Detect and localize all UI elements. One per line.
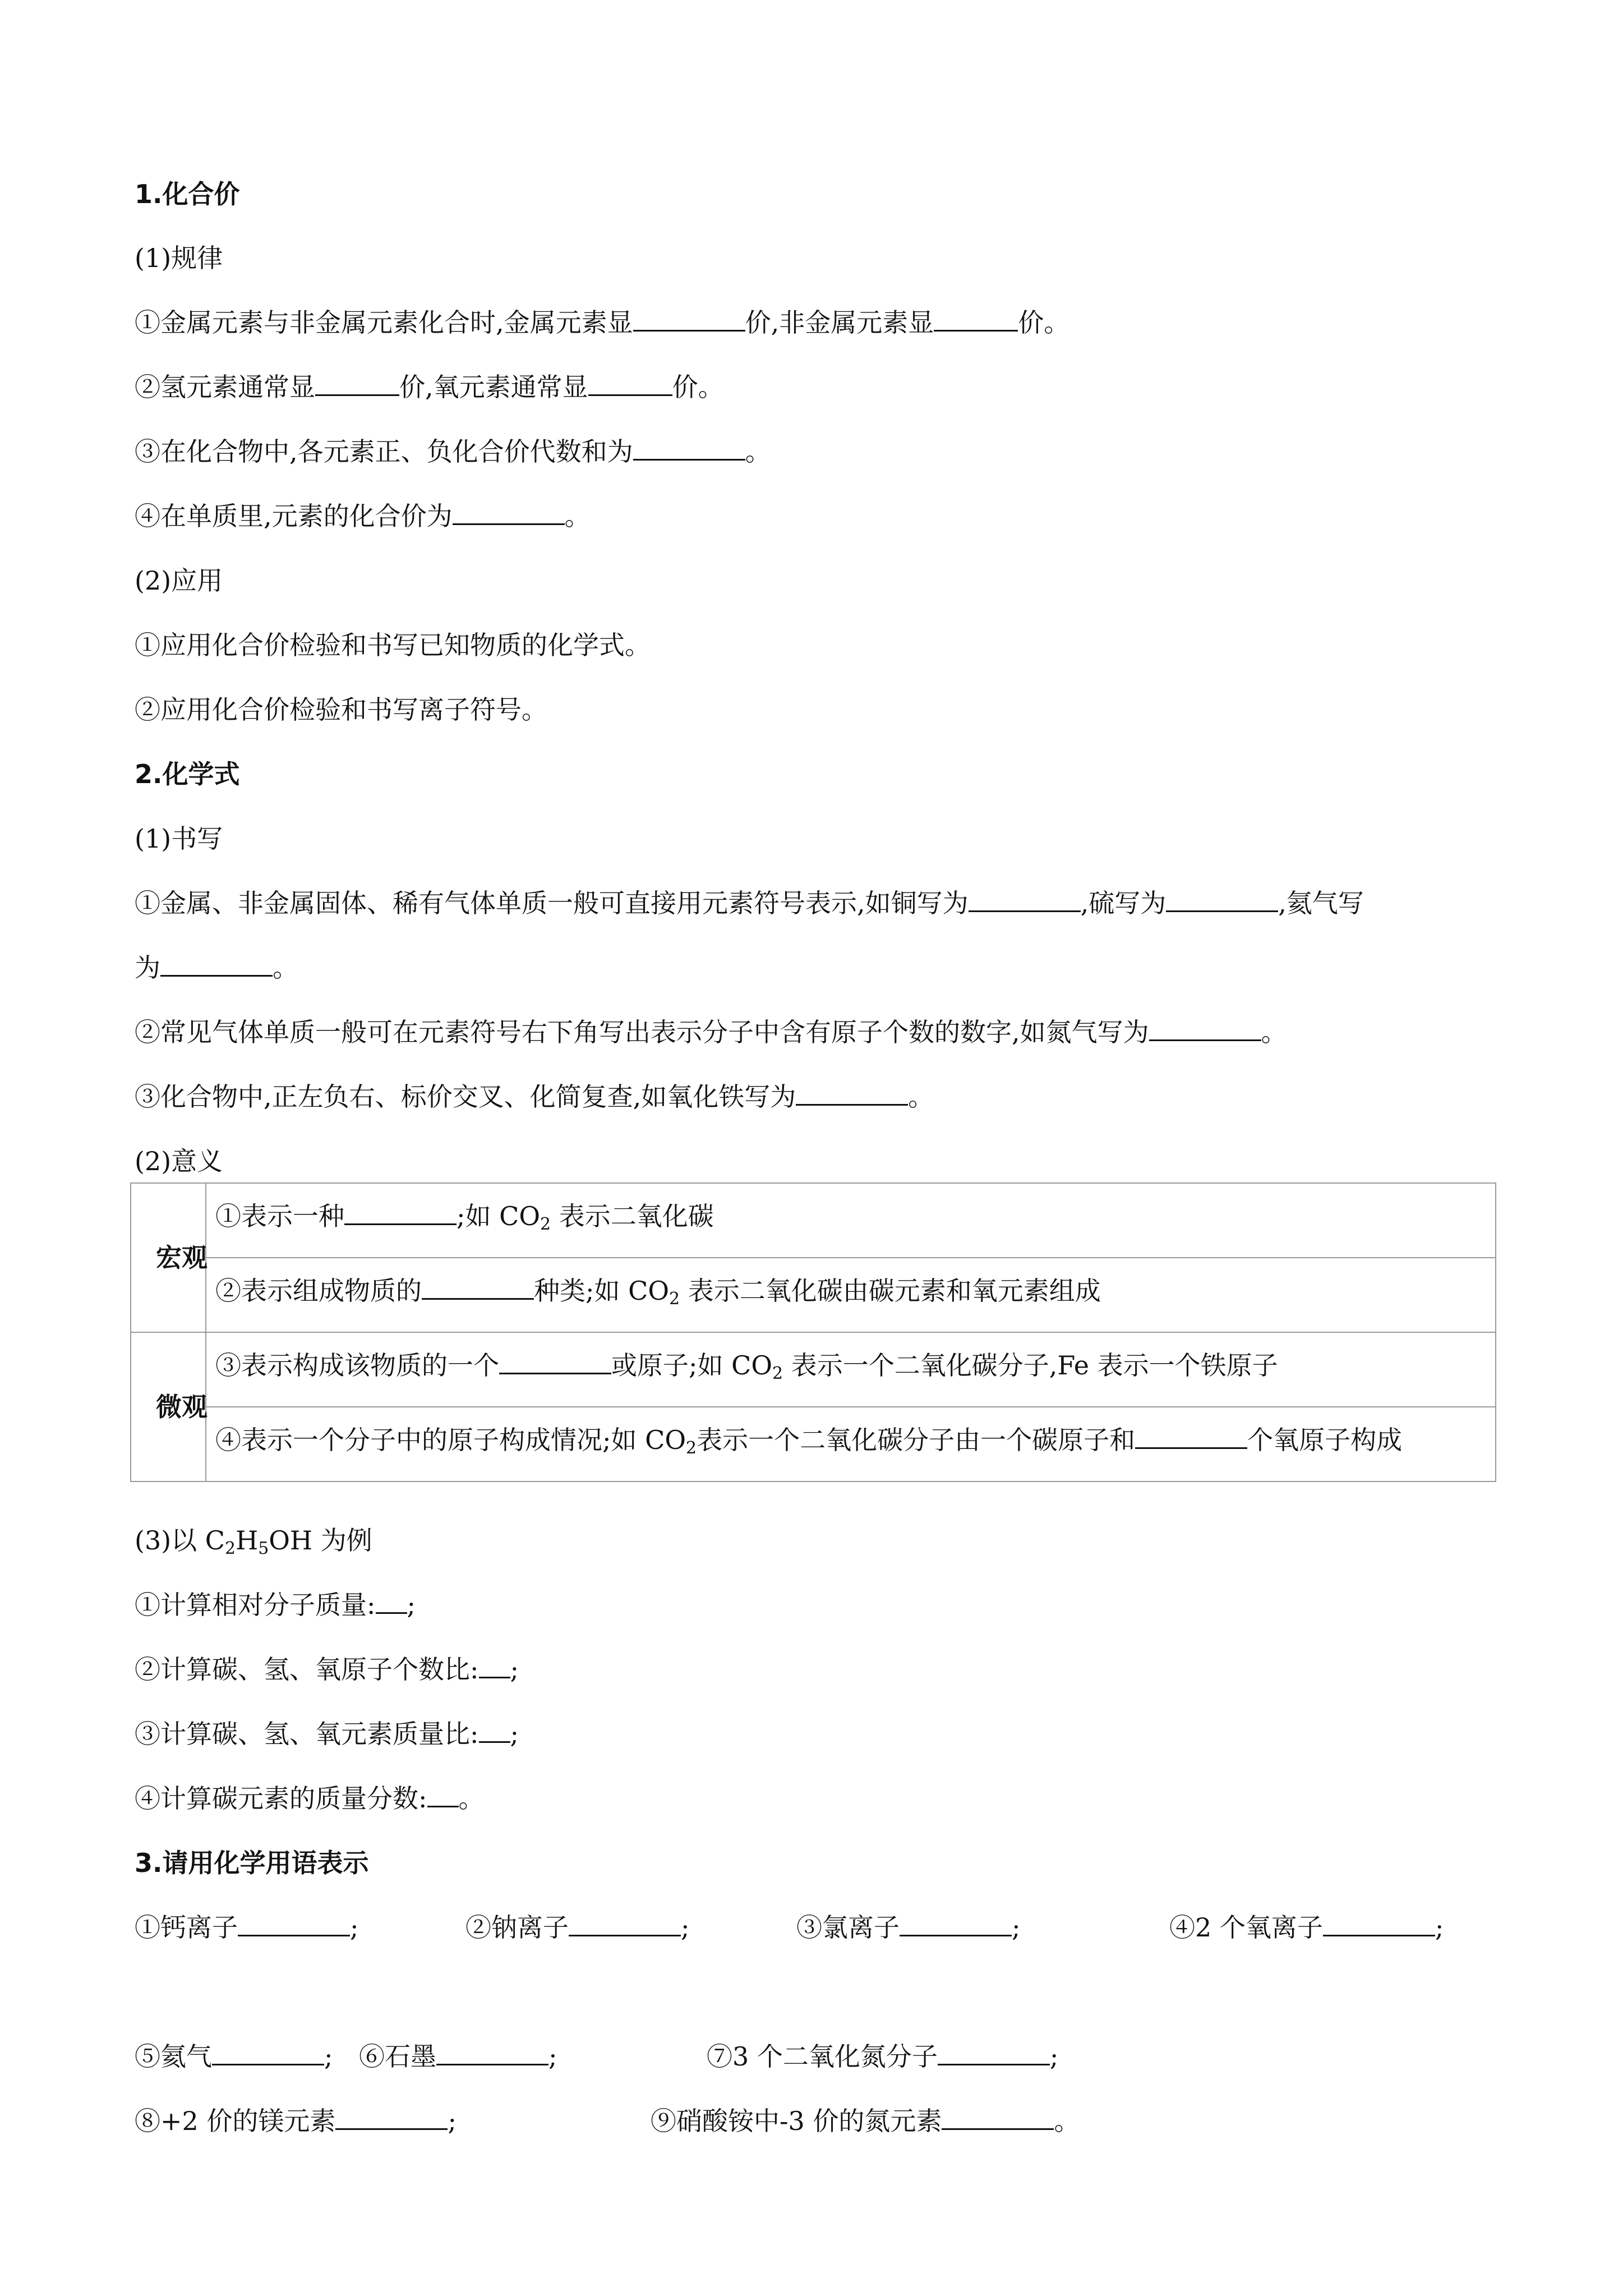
micro-label: 微观 [131, 1332, 206, 1481]
application-1: ①应用化合价检验和书写已知物质的化学式。 [135, 630, 651, 660]
item-9: ⑨硝酸铵中-3 价的氮元素 。 [651, 2106, 1080, 2136]
answer-blank[interactable] [588, 372, 672, 396]
answer-blank[interactable] [900, 1912, 1012, 1936]
table-row [131, 1407, 1496, 1481]
writing-3: ③化合物中,正左负右、标价交叉、化简复查,如氧化铁写为 。 [135, 1082, 934, 1112]
writing-1-cont: 为 。 [135, 953, 298, 983]
calc-1: ①计算相对分子质量: ; [135, 1590, 416, 1620]
answer-blank[interactable] [1135, 1425, 1247, 1449]
answer-blank[interactable] [436, 2041, 548, 2065]
table-row [131, 1258, 1496, 1332]
application-2: ②应用化合价检验和书写离子符号。 [135, 694, 547, 725]
answer-blank[interactable] [633, 307, 745, 332]
answer-blank[interactable] [238, 1912, 350, 1936]
section-2-title: 2.化学式 [135, 759, 240, 789]
item-2: ②钠离子 ; [465, 1912, 690, 1943]
item-8: ⑧+2 价的镁元素 ; [135, 2106, 457, 2136]
answer-blank[interactable] [499, 1350, 611, 1374]
answer-blank[interactable] [453, 501, 565, 525]
section-2-sub-writing: (1)书写 [135, 823, 223, 854]
section-1-title: 1.化合价 [135, 179, 240, 209]
section-1-sub-rules: (1)规律 [135, 243, 223, 273]
micro-cell-1: ③表示构成该物质的一个 或原子;如 $CO_2$ 表示一个二氧化碳分子,Fe 表示一个铁原子 [206, 1332, 1496, 1407]
table-row [131, 1183, 1496, 1258]
answer-blank[interactable] [633, 436, 745, 461]
answer-blank[interactable] [938, 2041, 1050, 2065]
macro-cell-1: ①表示一种 ;如 $CO_2$ 表示二氧化碳 [206, 1183, 1496, 1258]
item-4: ④2 个氧离子 ; [1169, 1912, 1444, 1943]
answer-blank[interactable] [160, 953, 273, 977]
answer-blank[interactable] [796, 1082, 908, 1106]
item-5: ⑤氦气 ; [135, 2041, 333, 2072]
answer-blank[interactable] [376, 1590, 407, 1614]
calc-3: ③计算碳、氢、氧元素质量比: ; [135, 1719, 519, 1749]
rule-2: ②氢元素通常显 价,氧元素通常显 价。 [135, 372, 724, 402]
section-3-title: 3.请用化学用语表示 [135, 1848, 369, 1878]
writing-1: ①金属、非金属固体、稀有气体单质一般可直接用元素符号表示,如铜写为 ,硫写为 ,氦气写 [135, 888, 1364, 918]
answer-blank[interactable] [427, 1783, 459, 1807]
meaning-table [130, 1182, 1496, 1482]
calc-4: ④计算碳元素的质量分数: 。 [135, 1783, 485, 1814]
answer-blank[interactable] [422, 1276, 534, 1300]
writing-2: ②常见气体单质一般可在元素符号右下角写出表示分子中含有原子个数的数字,如氮气写为 。 [135, 1017, 1287, 1047]
macro-label: 宏观 [131, 1183, 206, 1332]
answer-blank[interactable] [479, 1719, 510, 1743]
answer-blank[interactable] [344, 1201, 457, 1225]
item-1: ①钙离子 ; [135, 1912, 359, 1943]
section-2-sub-example: (3)以 $C_2H_5OH$ 为例 [135, 1525, 372, 1558]
answer-blank[interactable] [479, 1654, 510, 1678]
rule-1: ①金属元素与非金属元素化合时,金属元素显 价,非金属元素显 价。 [135, 307, 1070, 338]
answer-blank[interactable] [1323, 1912, 1435, 1936]
answer-blank[interactable] [335, 2106, 448, 2130]
table-row [131, 1332, 1496, 1407]
macro-cell-2: ②表示组成物质的 种类;如 $CO_2$ 表示二氧化碳由碳元素和氧元素组成 [206, 1258, 1496, 1332]
section-1-sub-application: (2)应用 [135, 565, 223, 596]
answer-blank[interactable] [1149, 1017, 1261, 1041]
answer-blank[interactable] [942, 2106, 1054, 2130]
calc-2: ②计算碳、氢、氧原子个数比: ; [135, 1654, 519, 1685]
micro-cell-2: ④表示一个分子中的原子构成情况;如 $CO_2$表示一个二氧化碳分子由一个碳原子和 个氧原子构成 [206, 1407, 1496, 1481]
answer-blank[interactable] [212, 2041, 324, 2065]
item-6: ⑥石墨 ; [359, 2041, 557, 2072]
answer-blank[interactable] [315, 372, 399, 396]
item-7: ⑦3 个二氧化氮分子 ; [707, 2041, 1059, 2072]
rule-3: ③在化合物中,各元素正、负化合价代数和为 。 [135, 436, 771, 467]
item-3: ③氯离子 ; [796, 1912, 1021, 1943]
answer-blank[interactable] [969, 888, 1081, 912]
answer-blank[interactable] [569, 1912, 681, 1936]
answer-blank[interactable] [934, 307, 1018, 332]
answer-blank[interactable] [1166, 888, 1278, 912]
section-2-sub-meaning: (2)意义 [135, 1146, 223, 1176]
rule-4: ④在单质里,元素的化合价为 。 [135, 501, 591, 531]
